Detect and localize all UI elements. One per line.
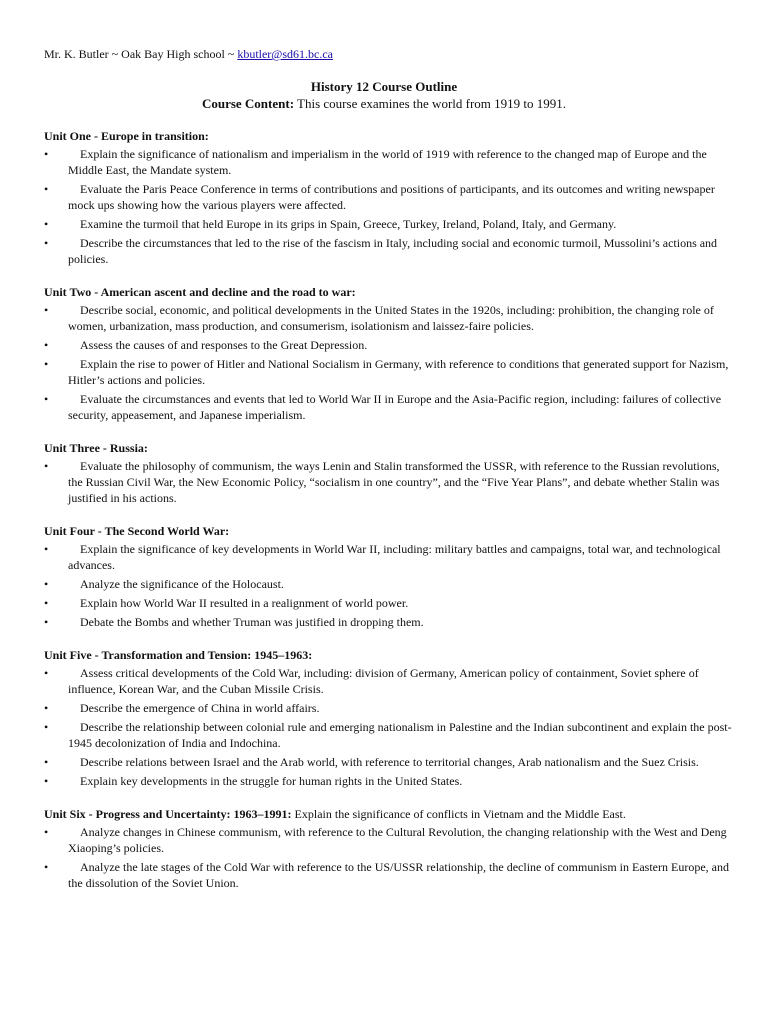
bullet-icon: • <box>44 236 49 250</box>
bullet-icon: • <box>44 217 49 231</box>
list-item <box>44 391 734 423</box>
bullet-icon: • <box>44 577 49 591</box>
list-item <box>44 146 734 178</box>
objective-text: Evaluate the philosophy of communism, the ways Lenin and Stalin transformed the USSR, with reference to the Russian revolutions, the Russian Civil War, the New Economic Policy, “socialism in one country”, and the “Five Year Plans”, and debate whether Stalin was justified in his actions. <box>68 459 720 505</box>
author-header <box>44 47 333 61</box>
objective-text: Explain the rise to power of Hitler and National Socialism in Germany, with reference to conditions that generated support for Nazism, Hitler’s actions and policies. <box>68 357 729 387</box>
unit-heading <box>44 440 734 456</box>
unit-heading-title: Unit Two - American ascent and decline and the road to war: <box>44 285 356 299</box>
list-item <box>44 773 734 789</box>
unit-heading <box>44 806 734 822</box>
page-title: History 12 Course Outline <box>310 79 458 94</box>
bullet-icon: • <box>44 338 49 352</box>
unit-section <box>44 440 734 506</box>
bullet-icon: • <box>44 666 49 680</box>
objective-text: Assess the causes of and responses to the Great Depression. <box>80 338 368 352</box>
objective-text: Explain the significance of nationalism and imperialism in the world of 1919 with reference to the changed map of Europe and the Middle East, the Mandate system. <box>68 147 707 177</box>
bullet-icon: • <box>44 825 49 839</box>
bullet-icon: • <box>44 147 49 161</box>
unit-section <box>44 284 734 423</box>
list-item <box>44 824 734 856</box>
unit-objectives-list <box>44 302 734 423</box>
list-item <box>44 595 734 611</box>
objective-text: Assess critical developments of the Cold War, including: division of Germany, American policy of containment, Soviet sphere of influence, Korean War, and the Cuban Missile Crisis. <box>68 666 699 696</box>
course-content-text: This course examines the world from 1919 to 1991. <box>294 96 567 111</box>
objective-text: Explain how World War II resulted in a realignment of world power. <box>80 596 409 610</box>
objective-text: Analyze changes in Chinese communism, with reference to the Cultural Revolution, the changing relationship with the West and Deng Xiaoping’s policies. <box>68 825 727 855</box>
email-link[interactable]: kbutler@sd61.bc.ca <box>237 47 334 61</box>
objective-text: Debate the Bombs and whether Truman was justified in dropping them. <box>80 615 424 629</box>
objective-text: Describe the relationship between colonial rule and emerging nationalism in Palestine and the Indian subcontinent and explain the post-1945 decolonization of India and Indochina. <box>68 720 732 750</box>
unit-heading-title: Unit Five - Transformation and Tension: 1945–1963: <box>44 648 313 662</box>
objective-text: Analyze the significance of the Holocaust. <box>80 577 284 591</box>
unit-heading-title: Unit Four - The Second World War: <box>44 524 230 538</box>
unit-heading <box>44 128 734 144</box>
unit-objectives-list <box>44 665 734 789</box>
list-item <box>44 719 734 751</box>
course-content-line <box>0 96 768 112</box>
objective-text: Explain the significance of key developments in World War II, including: military battles and campaigns, total war, and technological advances. <box>68 542 721 572</box>
list-item <box>44 700 734 716</box>
list-item <box>44 458 734 506</box>
bullet-icon: • <box>44 774 49 788</box>
list-item <box>44 665 734 697</box>
bullet-icon: • <box>44 303 49 317</box>
bullet-icon: • <box>44 755 49 769</box>
objective-text: Examine the turmoil that held Europe in its grips in Spain, Greece, Turkey, Ireland, Poland, Italy, and Germany. <box>80 217 617 231</box>
list-item <box>44 576 734 592</box>
list-item <box>44 614 734 630</box>
objective-text: Describe the circumstances that led to the rise of the fascism in Italy, including social and economic turmoil, Mussolini’s actions and policies. <box>68 236 718 266</box>
list-item <box>44 541 734 573</box>
bullet-icon: • <box>44 615 49 629</box>
unit-section <box>44 523 734 630</box>
list-item <box>44 216 734 232</box>
course-content-label: Course Content: <box>201 96 295 111</box>
unit-section <box>44 806 734 891</box>
unit-heading-title: Unit Six - Progress and Uncertainty: 1963–1991: <box>44 807 292 821</box>
bullet-icon: • <box>44 720 49 734</box>
list-item <box>44 754 734 770</box>
unit-heading-title: Unit One - Europe in transition: <box>44 129 209 143</box>
bullet-icon: • <box>44 357 49 371</box>
unit-heading <box>44 647 734 663</box>
list-item <box>44 337 734 353</box>
bullet-icon: • <box>44 596 49 610</box>
unit-objectives-list <box>44 824 734 891</box>
unit-section <box>44 128 734 267</box>
objective-text: Evaluate the circumstances and events that led to World War II in Europe and the Asia-Pacific region, including: failures of collective security, appeasement, and Japanese imperialism. <box>68 392 722 422</box>
objective-text: Describe relations between Israel and the Arab world, with reference to territorial changes, Arab nationalism and the Suez Crisis. <box>80 755 699 769</box>
list-item <box>44 302 734 334</box>
list-item <box>44 235 734 267</box>
objective-text: Describe the emergence of China in world affairs. <box>80 701 320 715</box>
objective-text: Describe social, economic, and political developments in the United States in the 1920s, including: prohibition, the changing role of women, urbanization, mass production, and consumerism, isolationism and laissez-faire policies. <box>68 303 714 333</box>
list-item <box>44 181 734 213</box>
bullet-icon: • <box>44 459 49 473</box>
unit-objectives-list <box>44 146 734 267</box>
unit-heading <box>44 523 734 539</box>
objective-text: Analyze the late stages of the Cold War with reference to the US/USSR relationship, the decline of communism in Eastern Europe, and the dissolution of the Soviet Union. <box>68 860 729 890</box>
unit-heading-title: Unit Three - Russia: <box>44 441 148 455</box>
bullet-icon: • <box>44 701 49 715</box>
unit-objectives-list <box>44 541 734 630</box>
bullet-icon: • <box>44 860 49 874</box>
unit-section <box>44 647 734 789</box>
unit-heading <box>44 284 734 300</box>
list-item <box>44 859 734 891</box>
unit-objectives-list <box>44 458 734 506</box>
author-text: Mr. K. Butler ~ Oak Bay High school ~ <box>44 47 238 61</box>
objective-text: Explain key developments in the struggle for human rights in the United States. <box>80 774 463 788</box>
bullet-icon: • <box>44 392 49 406</box>
list-item <box>44 356 734 388</box>
course-units <box>44 128 734 908</box>
objective-text: Evaluate the Paris Peace Conference in terms of contributions and positions of participants, and its outcomes and writing newspaper mock ups showing how the various players were affected. <box>68 182 715 212</box>
unit-heading-description: Explain the significance of conflicts in Vietnam and the Middle East. <box>291 807 626 821</box>
bullet-icon: • <box>44 542 49 556</box>
bullet-icon: • <box>44 182 49 196</box>
